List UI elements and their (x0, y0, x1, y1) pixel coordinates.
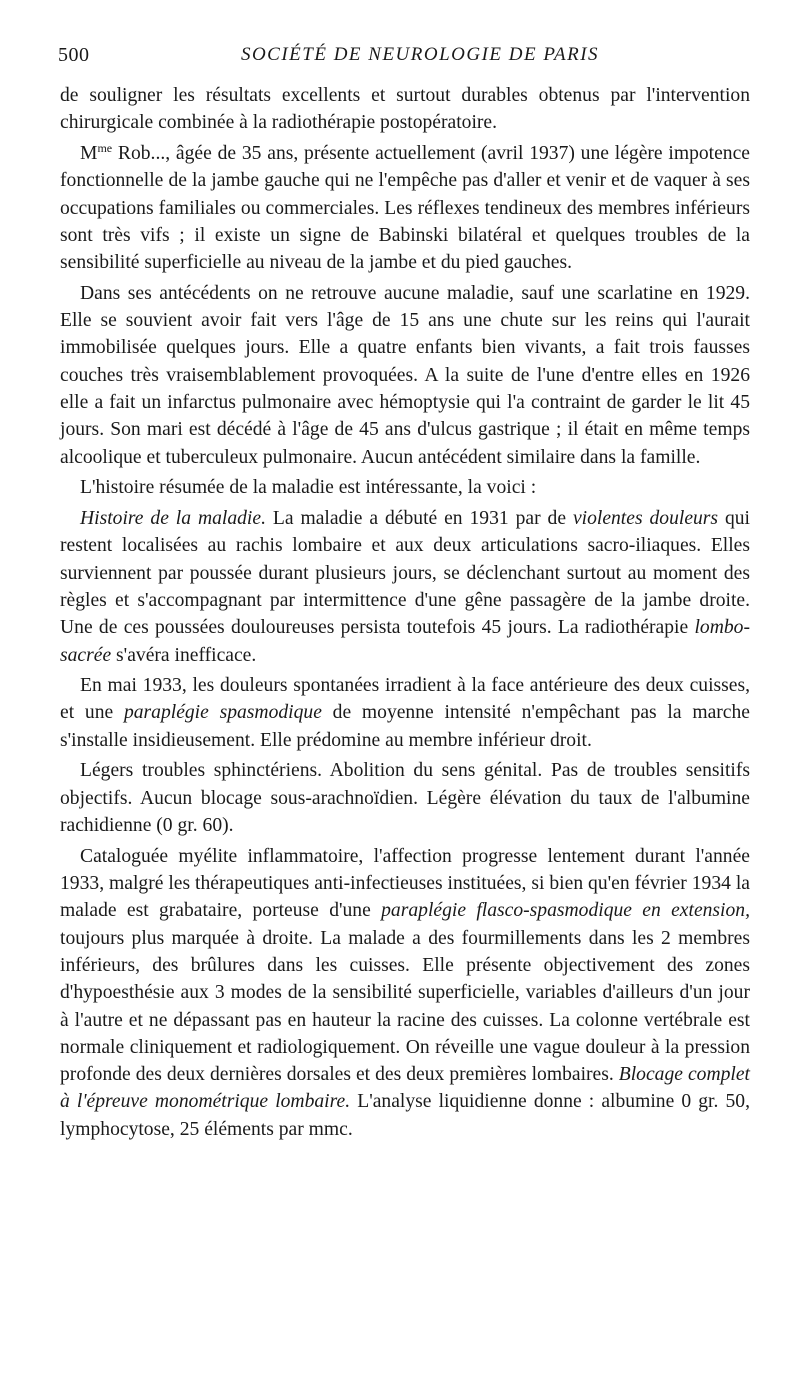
emphasis-text: lombo-sacrée (60, 617, 750, 666)
paragraph-patient-presentation (60, 140, 750, 276)
paragraph-sphincter-troubles (60, 757, 750, 839)
paragraph-intro-continuation (60, 82, 750, 137)
honorific-superscript: me (97, 140, 113, 155)
paragraph-text: de moyenne intensité n'empêchant pas la marche s'installe insidieusement. Elle prédomine au membre inférieur droit. (60, 702, 750, 751)
paragraph-disease-history (60, 505, 750, 669)
paragraph-antecedents (60, 280, 750, 471)
paragraph-text: qui restent localisées au rachis lombaire et aux deux articulations sacro-iliaques. Elles surviennent par poussée durant plusieurs jours, se déclenchant surtout au moment des règles et s'accompagnant par intermittence d'une gêne passagère de la jambe droite. Une de ces poussées douloureuses persista toutefois 45 jours. La radiothérapie (60, 508, 751, 639)
paragraph-may-1933 (60, 672, 750, 754)
paragraph-text: toujours plus marquée à droite. La malade a des fourmillements dans les 2 membres inférieurs, des brûlures dans les cuisses. Elle présente objectivement des zones d'hypoesthésie aux 3 modes de la sensibilité superficielle, variables d'ailleurs d'un jour à l'autre et ne dépassant pas en hauteur la racine des cuisses. La colonne vertébrale est normale cliniquement et radiologiquement. On réveille une vague douleur à la pression profonde des deux dernières dorsales et des deux premières lombaires. (60, 927, 750, 1086)
paragraph-text: Cataloguée myélite inflammatoire, l'affection progresse lentement durant l'année 1933, malgré les thérapeutiques anti-infectieuses instituées, si bien qu'en février 1934 la malade est grabataire, porteuse d'une (60, 845, 750, 922)
paragraph-text: Rob..., âgée de 35 ans, présente actuellement (avril 1937) une légère impotence fonctionnelle de la jambe gauche qui ne l'empêche pas d'aller et venir et de vaquer à ses occupations familiales ou commerciales. Les réflexes tendineux des membres inférieurs sont très vifs ; il existe un signe de Babinski bilatéral et quelques troubles de la sensibilité superficielle au niveau de la jambe et du pied gauches. (60, 142, 750, 274)
honorific: M (80, 142, 98, 164)
paragraph-text: L'analyse liquidienne donne : albumine 0 gr. 50, lymphocytose, 25 éléments par mmc. (60, 1091, 750, 1140)
emphasis-text: Blocage complet à l'épreuve monométrique lombaire. (60, 1064, 750, 1113)
paragraph-text: Dans ses antécédents on ne retrouve aucune maladie, sauf une scarlatine en 1929. Elle se souvient avoir fait vers l'âge de 15 ans une chute sur les reins qui l'aurait immobilisée quelques jours. Elle a quatre enfants bien vivants, a fait trois fausses couches très vraisemblablement provoquées. A la suite de l'une d'entre elles en 1926 elle a fait un infarctus pulmonaire avec hémoptysie qui l'a contraint de garder le lit 45 jours. Son mari est décédé à l'âge de 45 ans d'ulcus gastrique ; il était en même temps alcoolique et tuberculeux pulmonaire. Aucun antécédent similaire dans la famille. (60, 282, 750, 468)
emphasis-text: paraplégie spasmodique (123, 702, 322, 724)
emphasis-text: paraplégie flasco-spasmodique en extension, (381, 900, 750, 922)
paragraph-text: s'avéra inefficace. (111, 644, 257, 666)
body-text (60, 82, 750, 1146)
paragraph-text: L'histoire résumée de la maladie est intéressante, la voici : (80, 477, 537, 499)
paragraph-text: Légers troubles sphinctériens. Abolition du sens génital. Pas de troubles sensitifs objectifs. Aucun blocage sous-arachnoïdien. Légère élévation du taux de l'albumine rachidienne (0 gr. 60). (60, 760, 750, 837)
page-number: 500 (58, 44, 90, 66)
paragraph-text: En mai 1933, les douleurs spontanées irradient à la face antérieure des deux cuisses, et une (60, 675, 750, 724)
emphasis-text: violentes douleurs (572, 508, 719, 530)
page-header (58, 44, 752, 74)
paragraph-text: de souligner les résultats excellents et surtout durables obtenus par l'intervention chirurgicale combinée à la radiothérapie postopératoire. (60, 85, 750, 134)
running-head: SOCIÉTÉ DE NEUROLOGIE DE PARIS (240, 44, 600, 65)
paragraph-myelitis-progression (60, 843, 750, 1143)
paragraph-text: La maladie a débuté en 1931 par de (265, 508, 573, 530)
paragraph-history-intro (60, 474, 750, 501)
section-heading-inline: Histoire de la maladie. (80, 508, 266, 530)
